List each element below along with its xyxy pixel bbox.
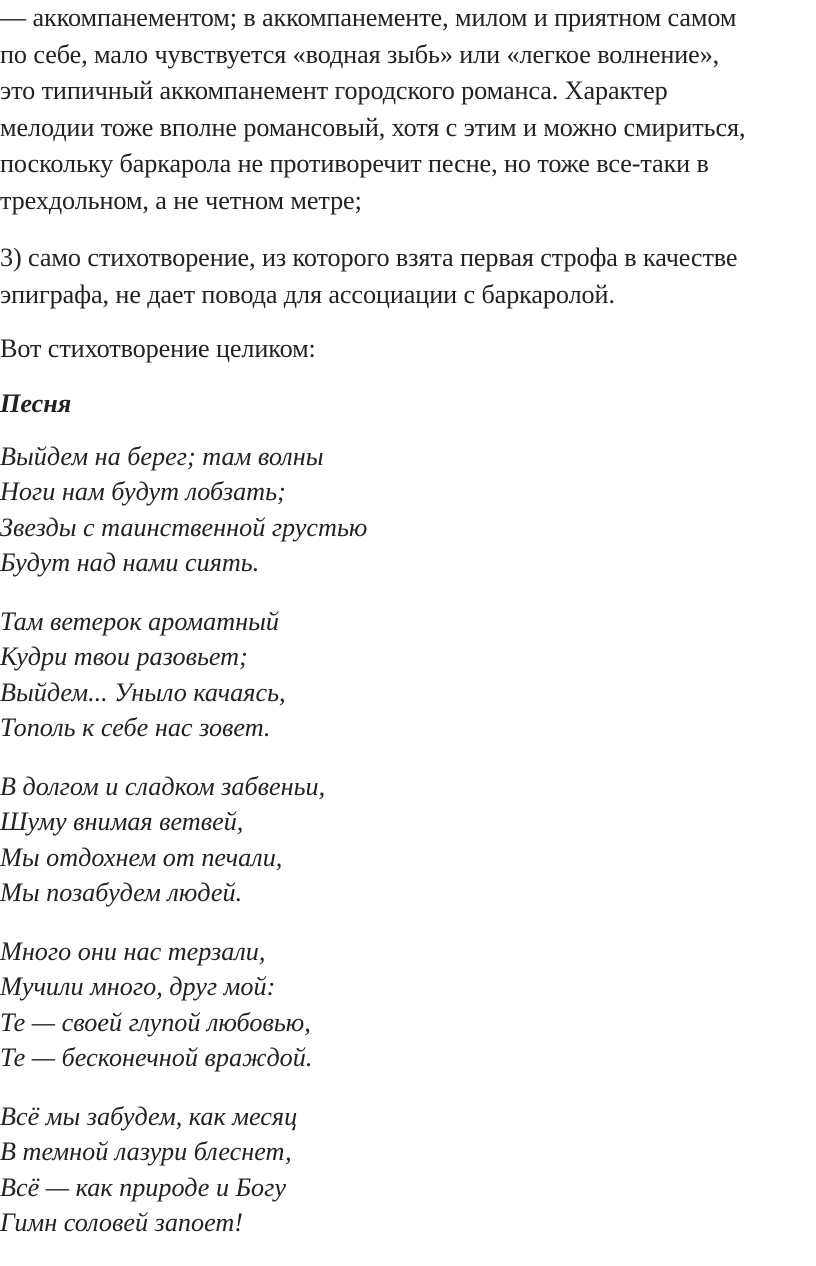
text-line: Вот стихотворение целиком:	[0, 334, 316, 363]
poem-line: Тополь к себе нас зовет.	[0, 713, 271, 743]
text-line: по себе, мало чувствуется «водная зыбь» или «легкое волнение»,	[0, 39, 720, 69]
poem-line: В темной лазури блеснет,	[0, 1137, 292, 1167]
poem-stanza-4	[0, 934, 312, 1076]
poem-line: Мучили много, друг мой:	[0, 972, 276, 1002]
text-line: трехдольном, а не четном метре;	[0, 185, 362, 215]
poem-line: Много они нас терзали,	[0, 937, 266, 966]
paragraph-intro-poem	[0, 331, 316, 368]
text-line: 3) само стихотворение, из которого взята первая строфа в качестве	[0, 243, 738, 272]
paragraph-accompaniment	[0, 0, 745, 219]
poem-line: Звезды с таинственной грустью	[0, 512, 368, 542]
poem-title: Песня	[0, 389, 72, 418]
poem-line: Гимн соловей запоет!	[0, 1208, 244, 1238]
text-line: мелодии тоже вполне романсовый, хотя с этим и можно смириться,	[0, 112, 746, 142]
text-line: поскольку баркарола не противоречит песне, но тоже все-таки в	[0, 149, 709, 178]
text-line: эпиграфа, не дает повода для ассоциации с баркаролой.	[0, 279, 615, 309]
poem-line: Всё мы забудем, как месяц	[0, 1102, 298, 1131]
poem-stanza-2	[0, 604, 286, 746]
poem-line: Те — бесконечной враждой.	[0, 1043, 313, 1073]
poem-line: Шуму внимая ветвей,	[0, 807, 244, 837]
poem-line: Всё — как природе и Богу	[0, 1172, 286, 1202]
poem-line: Там ветерок ароматный	[0, 607, 279, 636]
poem-line: Мы позабудем людей.	[0, 878, 243, 908]
poem-line: Будут над нами сиять.	[0, 548, 260, 578]
poem-line: Те — своей глупой любовью,	[0, 1007, 311, 1037]
poem-stanza-1	[0, 439, 367, 581]
poem-line: Выйдем... Уныло качаясь,	[0, 677, 286, 707]
poem-line: Кудри твои разовьет;	[0, 642, 248, 672]
poem-stanza-5	[0, 1099, 297, 1241]
poem-line: Ноги нам будут лобзать;	[0, 477, 286, 507]
text-line: это типичный аккомпанемент городского романса. Характер	[0, 76, 668, 105]
poem-line: Выйдем на берег; там волны	[0, 442, 324, 471]
text-line: — аккомпанементом; в аккомпанементе, милом и приятном самом	[0, 3, 737, 32]
paragraph-point-3	[0, 240, 737, 313]
poem-line: В долгом и сладком забвеньи,	[0, 772, 326, 801]
poem-line: Мы отдохнем от печали,	[0, 842, 283, 872]
poem-stanza-3	[0, 769, 325, 911]
